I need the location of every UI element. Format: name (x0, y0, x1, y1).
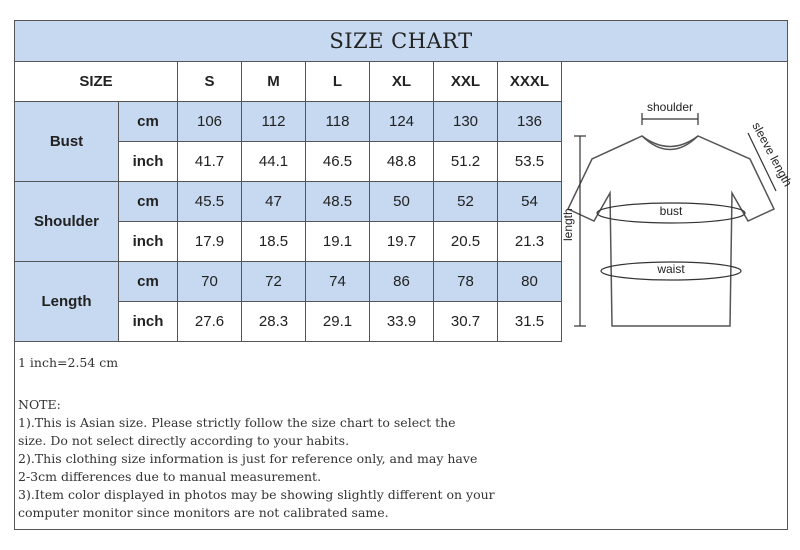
tshirt-icon (560, 61, 795, 341)
waist-measure (601, 262, 741, 280)
table-cell: 106 (178, 102, 242, 142)
bust-measure (597, 203, 745, 223)
note-line: 2-3cm differences due to manual measurement. (18, 469, 322, 484)
table-cell: 50 (370, 182, 434, 222)
note-line: computer monitor since monitors are not calibrated same. (18, 505, 389, 520)
shoulder-label: shoulder (646, 100, 694, 114)
table-cell: 44.1 (242, 142, 306, 182)
length-measure (561, 136, 586, 326)
table-cell: 54 (498, 182, 562, 222)
table-cell: 130 (434, 102, 498, 142)
unit-label: inch (119, 142, 178, 182)
table-cell: 72 (242, 262, 306, 302)
size-column-header: S (178, 62, 242, 102)
table-cell: 70 (178, 262, 242, 302)
table-cell: 136 (498, 102, 562, 142)
size-column-header: M (242, 62, 306, 102)
table-cell: 21.3 (498, 222, 562, 262)
table-cell: 28.3 (242, 302, 306, 342)
table-cell: 48.5 (306, 182, 370, 222)
table-row (15, 262, 562, 302)
length-label: length (561, 208, 575, 241)
unit-label: cm (119, 262, 178, 302)
table-cell: 112 (242, 102, 306, 142)
note-line: size. Do not select directly according to your habits. (18, 433, 350, 448)
table-cell: 46.5 (306, 142, 370, 182)
unit-label: cm (119, 182, 178, 222)
note-line: 3).Item color displayed in photos may be showing slightly different on your (18, 487, 495, 502)
size-header-label: SIZE (15, 62, 178, 102)
table-cell: 48.8 (370, 142, 434, 182)
table-cell: 18.5 (242, 222, 306, 262)
unit-label: inch (119, 302, 178, 342)
table-cell: 80 (498, 262, 562, 302)
table-cell: 19.1 (306, 222, 370, 262)
size-table (14, 61, 562, 342)
shirt-measurement-diagram (560, 61, 795, 341)
shoulder-measure (642, 100, 698, 125)
table-cell: 51.2 (434, 142, 498, 182)
table-cell: 53.5 (498, 142, 562, 182)
sleeve-length-measure (748, 120, 795, 191)
size-column-header: L (306, 62, 370, 102)
size-column-header: XXXL (498, 62, 562, 102)
sleeve-length-label: sleeve length (749, 119, 795, 189)
table-cell: 30.7 (434, 302, 498, 342)
table-cell: 27.6 (178, 302, 242, 342)
table-row (15, 102, 562, 142)
chart-title: SIZE CHART (14, 20, 788, 62)
note-heading: NOTE: (18, 397, 61, 412)
table-cell: 17.9 (178, 222, 242, 262)
table-cell: 47 (242, 182, 306, 222)
bust-label: bust (659, 204, 683, 218)
conversion-note: 1 inch=2.54 cm (18, 355, 119, 370)
table-cell: 41.7 (178, 142, 242, 182)
note-line: 1).This is Asian size. Please strictly follow the size chart to select the (18, 415, 456, 430)
measurement-group-label: Length (15, 262, 119, 342)
waist-label: waist (657, 262, 685, 276)
measurement-group-label: Bust (15, 102, 119, 182)
table-cell: 74 (306, 262, 370, 302)
table-cell: 33.9 (370, 302, 434, 342)
size-header-row (15, 62, 562, 102)
size-column-header: XXL (434, 62, 498, 102)
unit-label: inch (119, 222, 178, 262)
note-line: 2).This clothing size information is just for reference only, and may have (18, 451, 478, 466)
size-column-header: XL (370, 62, 434, 102)
tshirt-outline (568, 136, 774, 326)
table-cell: 31.5 (498, 302, 562, 342)
table-cell: 29.1 (306, 302, 370, 342)
table-cell: 78 (434, 262, 498, 302)
table-cell: 118 (306, 102, 370, 142)
table-cell: 19.7 (370, 222, 434, 262)
table-cell: 86 (370, 262, 434, 302)
table-cell: 52 (434, 182, 498, 222)
measurement-group-label: Shoulder (15, 182, 119, 262)
unit-label: cm (119, 102, 178, 142)
table-cell: 124 (370, 102, 434, 142)
table-row (15, 182, 562, 222)
tshirt-collar (642, 136, 698, 150)
table-cell: 45.5 (178, 182, 242, 222)
table-cell: 20.5 (434, 222, 498, 262)
